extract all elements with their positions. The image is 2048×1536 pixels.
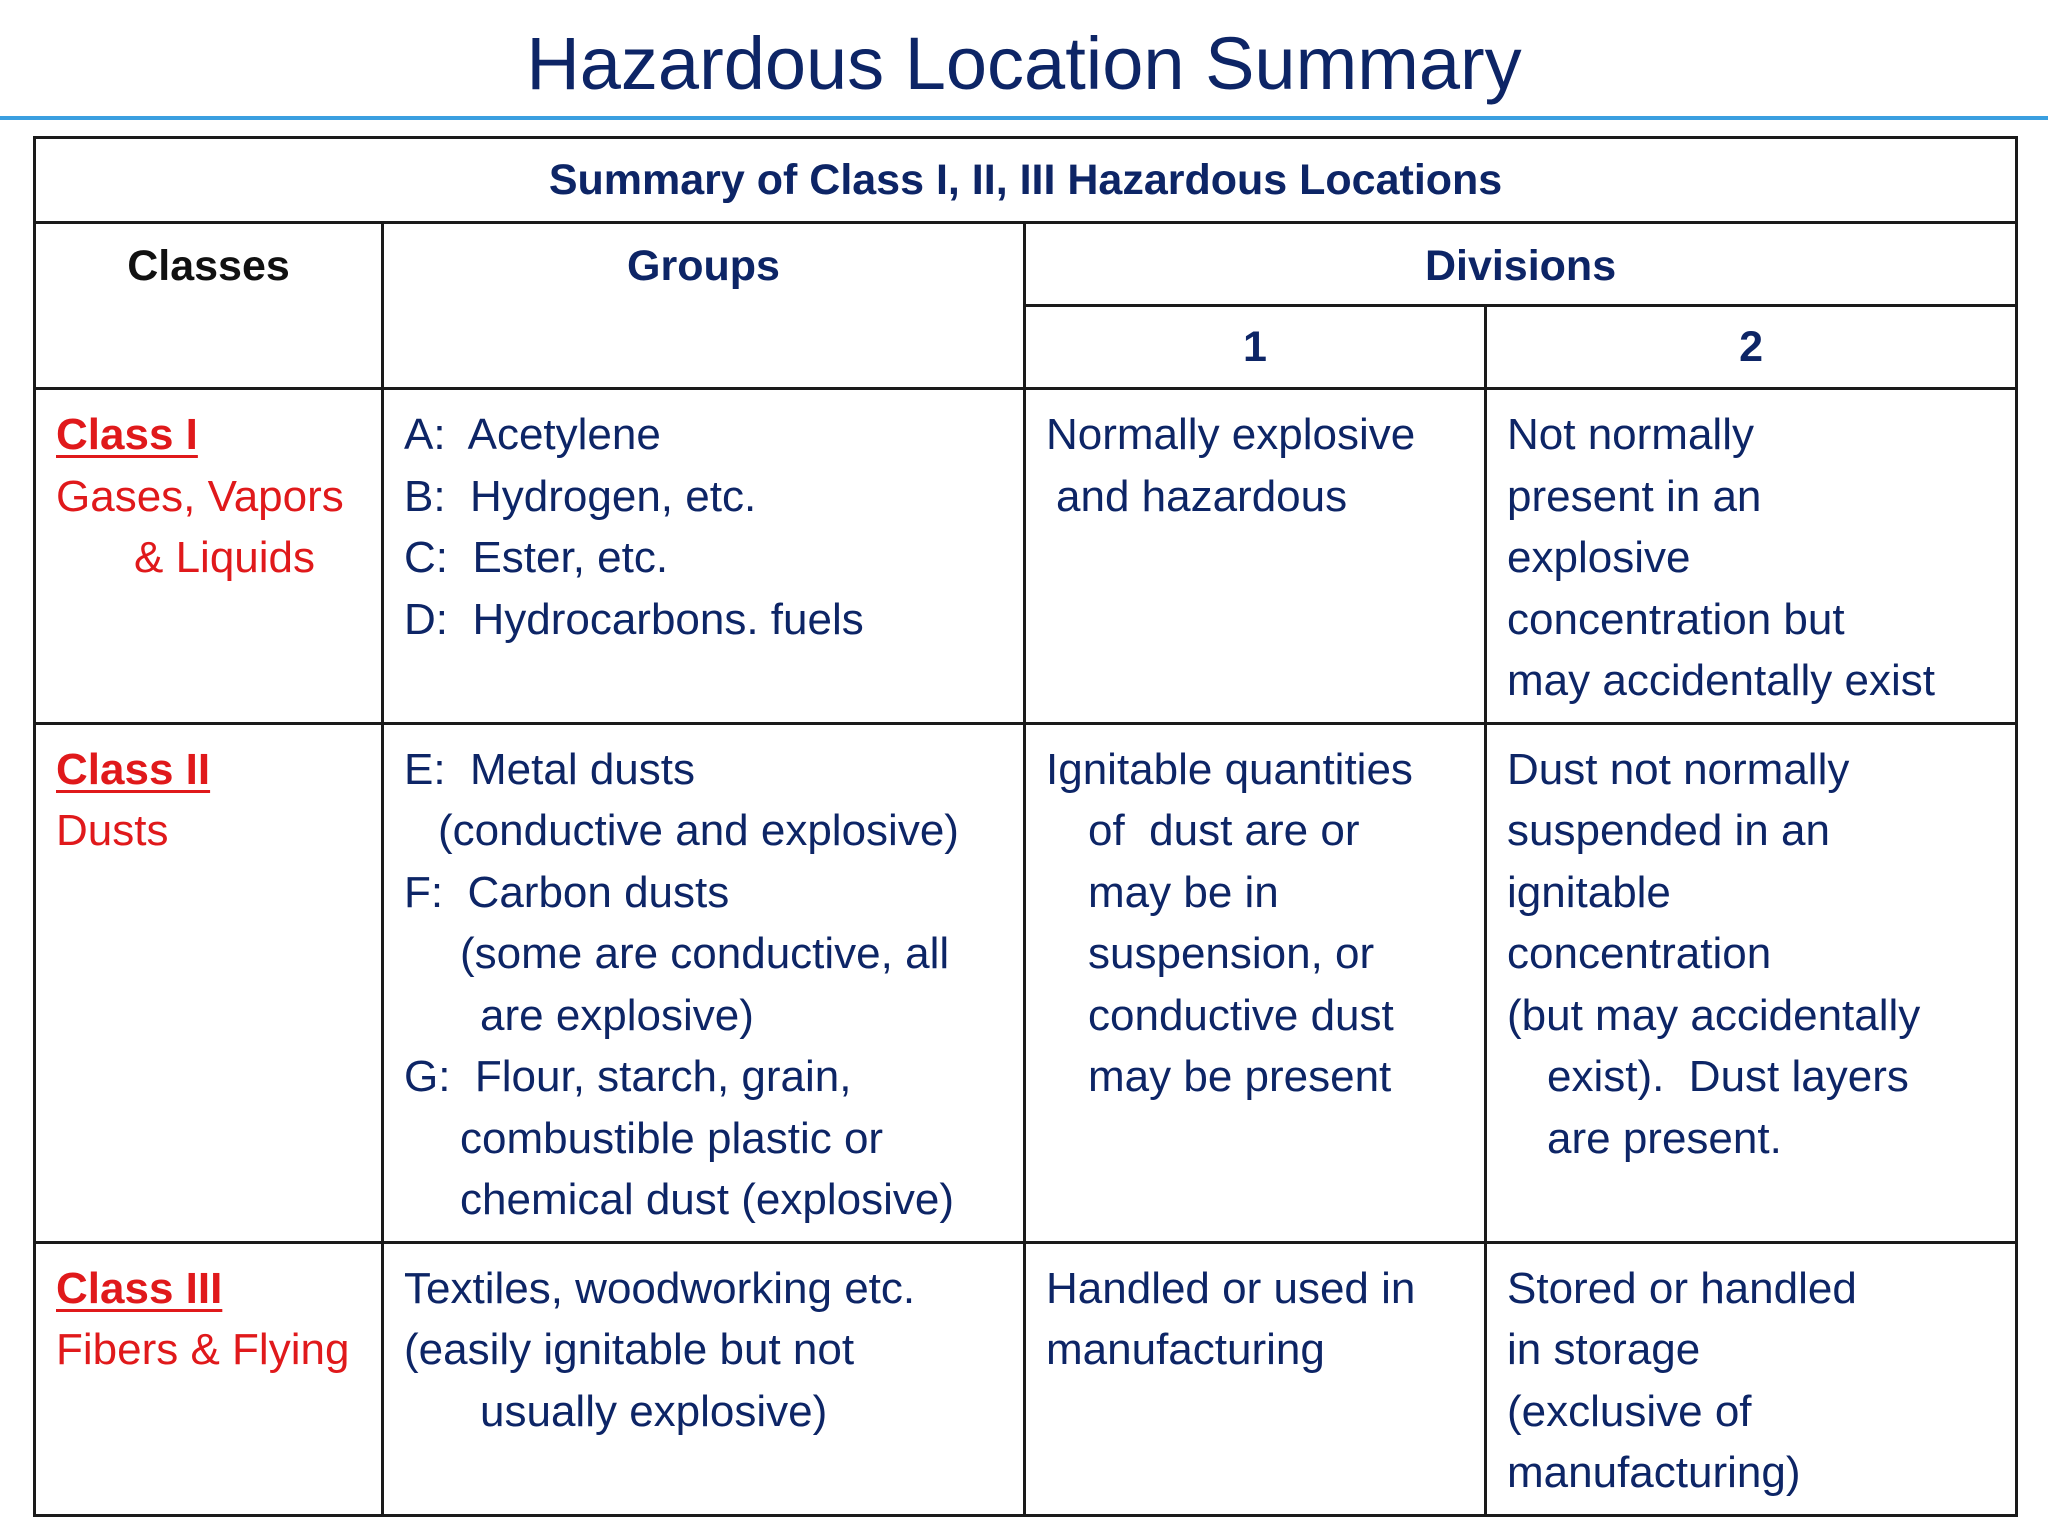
- division-line: manufacturing: [1046, 1325, 1325, 1374]
- division-line: Normally explosive: [1046, 410, 1416, 459]
- group-line: G: Flour, starch, grain,: [404, 1052, 852, 1101]
- group-line: F: Carbon dusts: [404, 867, 730, 917]
- group-line: are explosive): [480, 990, 754, 1040]
- page-title: Hazardous Location Summary: [526, 22, 1522, 105]
- division-line: (exclusive of: [1507, 1386, 1752, 1436]
- division-line: explosive: [1507, 533, 1691, 582]
- class-desc-line: Dusts: [56, 806, 169, 855]
- division-line: concentration but: [1507, 594, 1845, 644]
- hazardous-location-table: [33, 136, 2018, 1517]
- title-divider: [0, 116, 2048, 120]
- group-line: (easily ignitable but not: [404, 1325, 855, 1374]
- division-1-cell: [1025, 1242, 1486, 1515]
- division-line: Dust not normally: [1507, 744, 1850, 794]
- group-line: (conductive and explosive): [438, 806, 959, 855]
- division-line: may accidentally exist: [1507, 656, 1935, 705]
- group-line: A: Acetylene: [404, 410, 661, 459]
- division-line: Handled or used in: [1046, 1263, 1416, 1313]
- division-line: exist). Dust layers: [1547, 1052, 1909, 1101]
- group-line: combustible plastic or: [460, 1113, 884, 1163]
- groups-cell: [383, 1242, 1025, 1515]
- class-desc-line: & Liquids: [134, 533, 316, 582]
- class-desc-line: Gases, Vapors: [56, 471, 344, 521]
- class-name: Class III: [56, 1263, 223, 1313]
- division-2-cell: [1486, 723, 2017, 1242]
- class-desc-line: Fibers & Flying: [56, 1325, 350, 1374]
- table-caption: Summary of Class I, II, III Hazardous Locations: [35, 138, 2017, 223]
- division-line: Stored or handled: [1507, 1263, 1857, 1313]
- group-line: E: Metal dusts: [404, 744, 696, 794]
- header-groups: Groups: [383, 223, 1025, 389]
- division-line: Not normally: [1507, 410, 1754, 459]
- class-cell: [35, 723, 383, 1242]
- table-row: [35, 389, 2017, 724]
- table-row: [35, 723, 2017, 1242]
- division-line: manufacturing): [1507, 1448, 1801, 1497]
- header-division-2: 2: [1486, 306, 2017, 389]
- division-line: are present.: [1547, 1113, 1782, 1163]
- division-line: concentration: [1507, 929, 1772, 978]
- division-line: Ignitable quantities: [1046, 744, 1413, 794]
- group-line: C: Ester, etc.: [404, 533, 669, 582]
- group-line: chemical dust (explosive): [460, 1175, 954, 1224]
- division-line: and hazardous: [1056, 471, 1348, 521]
- groups-cell: [383, 723, 1025, 1242]
- division-line: in storage: [1507, 1325, 1701, 1374]
- division-line: suspension, or: [1088, 929, 1375, 978]
- table-row: [35, 1242, 2017, 1515]
- division-line: may be present: [1088, 1052, 1392, 1101]
- division-line: present in an: [1507, 471, 1762, 521]
- class-cell: [35, 389, 383, 724]
- division-1-cell: [1025, 389, 1486, 724]
- division-line: of dust are or: [1088, 806, 1360, 855]
- division-line: ignitable: [1507, 867, 1671, 917]
- division-line: conductive dust: [1088, 990, 1394, 1040]
- division-line: may be in: [1088, 867, 1279, 917]
- header-divisions: Divisions: [1025, 223, 2017, 306]
- group-line: (some are conductive, all: [460, 929, 950, 978]
- group-line: D: Hydrocarbons. fuels: [404, 594, 864, 644]
- division-2-cell: [1486, 389, 2017, 724]
- class-name: Class I: [56, 410, 198, 459]
- division-line: (but may accidentally: [1507, 990, 1921, 1040]
- class-cell: [35, 1242, 383, 1515]
- division-line: suspended in an: [1507, 806, 1830, 855]
- header-classes: Classes: [35, 223, 383, 389]
- division-2-cell: [1486, 1242, 2017, 1515]
- group-line: B: Hydrogen, etc.: [404, 471, 757, 521]
- group-line: Textiles, woodworking etc.: [404, 1263, 916, 1313]
- group-line: usually explosive): [480, 1386, 828, 1436]
- class-name: Class II: [56, 744, 211, 794]
- groups-cell: [383, 389, 1025, 724]
- header-division-1: 1: [1025, 306, 1486, 389]
- division-1-cell: [1025, 723, 1486, 1242]
